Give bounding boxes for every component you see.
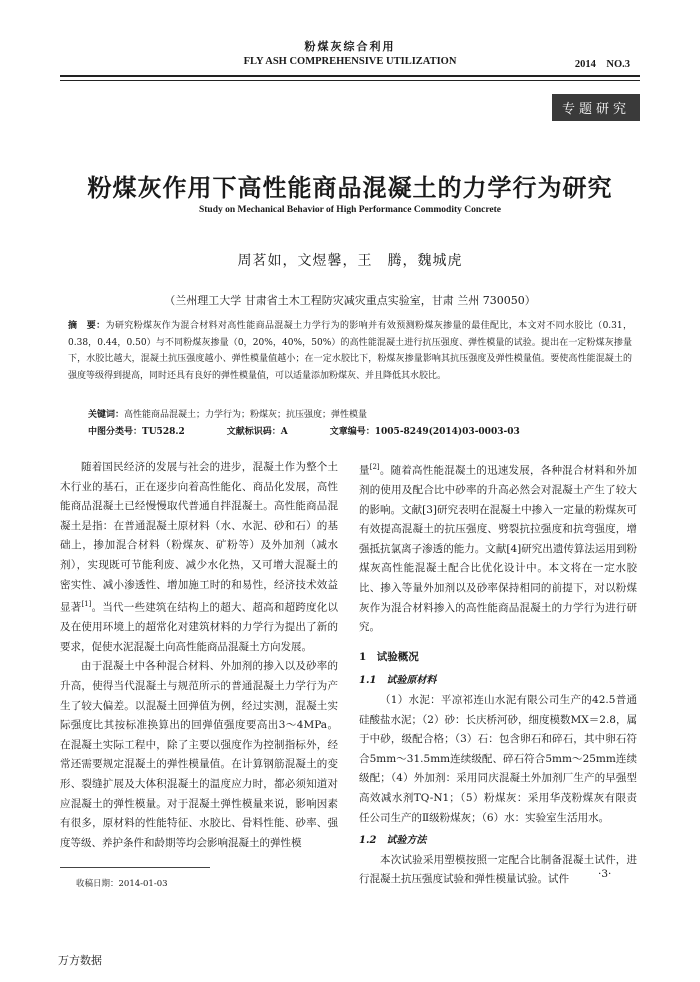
header-rule-thin xyxy=(60,80,640,81)
citation: [1] xyxy=(81,600,92,609)
body-column-right xyxy=(359,458,637,890)
paragraph xyxy=(60,458,338,657)
classification-line xyxy=(88,424,632,437)
paragraph: （1）水泥：平凉祁连山水泥有限公司生产的42.5普通硅酸盐水泥；（2）砂：长庆桥河砂，细度模数MX＝2.8，属于中砂，级配合格；（3）石：包含卵石和碎石，其中卵石符合5mm～31.5mm连续级配、碎石符合5mm～25mm连续级配；（4）外加剂：采用同庆混凝土外加剂厂生产的早强型高效减水剂TQ-N1；（5）粉煤灰：采用华茂粉煤灰有限责任公司生产的Ⅱ级粉煤灰；（6）水：实验室生活用水。 xyxy=(359,694,637,824)
header-rule-thick xyxy=(60,75,640,77)
received-date: 收稿日期：2014-01-03 xyxy=(76,879,168,889)
doc-code-value: A xyxy=(280,427,288,437)
keywords-text: 高性能商品混凝土；力学行为；粉煤灰；抗压强度；弹性模量 xyxy=(124,410,368,420)
journal-title-cn: 粉煤灰综合利用 xyxy=(304,40,396,53)
watermark-text: 万方数据 xyxy=(58,954,102,967)
body-column-left xyxy=(60,458,338,853)
journal-title-en: FLY ASH COMPREHENSIVE UTILIZATION xyxy=(243,56,457,67)
clc-label: 中图分类号： xyxy=(88,427,143,437)
paragraph-text: 。随着高性能混凝土的迅速发展，各种混合材料和外加剂的使用及配合比中砂率的升高必然会对混凝土产生了较大的影响。文献[3]研究表明在混凝土中掺入一定量的粉煤灰可有效提高混凝土的抗压强度、劈裂抗拉强度和抗弯强度，增强抵抗氯离子渗透的能力。文献[4]研究出遗传算法运用到粉煤灰高性能混凝土配合比优化设计中。本文将在一定水胶比、掺入等量外加剂以及砂率保持相同的前提下，对以粉煤灰作为混合材料掺入的高性能商品混凝土的力学行为进行研究。 xyxy=(359,464,638,634)
article-title-en: Study on Mechanical Behavior of High Performance Commodity Concrete xyxy=(198,205,502,215)
abstract xyxy=(68,318,632,384)
article-no-value: 1005-8249(2014)03-0003-03 xyxy=(374,427,520,437)
doc-code-label: 文献标识码： xyxy=(226,427,281,437)
subsection-heading: 1.2 试验方法 xyxy=(359,835,427,847)
clc-value: TU528.2 xyxy=(142,427,185,437)
authors: 周茗如，文煜馨，王 腾，魏城虎 xyxy=(237,253,463,269)
paragraph-text: 。当代一些建筑在结构上的超大、超高和超跨度化以及在使用环境上的超常化对建筑材料的力学行为提出了新的要求，促使水泥混凝土向高性能商品混凝土方向发展。 xyxy=(60,601,339,653)
issue-number: 2014 NO.3 xyxy=(574,59,630,70)
article-no-label: 文章编号： xyxy=(329,427,375,437)
article-title-cn: 粉煤灰作用下高性能商品混凝土的力学行为研究 xyxy=(87,173,613,202)
paragraph: 由于混凝土中各种混合材料、外加剂的掺入以及砂率的升高，使得当代混凝土与规范所示的普通混凝土力学行为产生了较大偏差。以混凝土回弹值为例，经过实测，混凝土实际强度比其按标准换算出的回弹值强度要高出3～4MPa。在混凝土实际工程中，除了主要以强度作为控制指标外，经常还需要规定混凝土的弹性模量值。在计算钢筋混凝土的变形、裂缝扩展及大体积混凝土的温度应力时，都必须知道对应混凝土的弹性模量。对于混凝土弹性模量来说，影响因素有很多，原材料的性能特征、水胶比、骨料性能、砂率、强度等级、养护条件和龄期等均会影响混凝土的弹性模 xyxy=(60,660,338,849)
affiliation: （兰州理工大学 甘肃省土木工程防灾减灾重点实验室，甘肃 兰州 730050） xyxy=(164,294,536,307)
citation: [2] xyxy=(369,463,380,471)
keywords-label: 关键词： xyxy=(88,410,125,420)
abstract-label: 摘 要： xyxy=(68,321,106,331)
paragraph: 本次试验采用塑模按照一定配合比制备混凝土试件，进行混凝土抗压强度试验和弹性模量试验。试件 xyxy=(359,853,637,886)
paragraph: 量[2]。随着高性能混凝土的迅速发展，各种混合材料和外加剂的使用及配合比中砂率的升高必然会对混凝土产生了较大的影响。文献[3]研究表明在混凝土中掺入一定量的粉煤灰可有效提高混凝土的抗压强度、劈裂抗拉强度和抗弯强度，增强抵抗氯离子渗透的能力。文献[4]研究出遗传算法运用到粉煤灰高性能混凝土配合比优化设计中。本文将在一定水胶比、掺入等量外加剂以及砂率保持相同的前提下，对以粉煤灰作为混合材料掺入的高性能商品混凝土的力学行为进行研究。 xyxy=(359,463,638,634)
subsection-heading: 1.1 试验原材料 xyxy=(359,675,437,687)
keywords xyxy=(88,407,632,420)
abstract-text: 为研究粉煤灰作为混合材料对高性能商品混凝土力学行为的影响并有效预测粉煤灰掺量的最佳配比，本文对不同水胶比（0.31，0.38，0.44，0.50）与不同粉煤灰掺量（0，20%，40%，50%）的高性能混凝土进行抗压强度、弹性模量的试验。提出在一定粉煤灰掺量下，水胶比越大，混凝土抗压强度越小、弹性模量值越小；在一定水胶比下，粉煤灰掺量影响其抗压强度及弹性模量值。要使高性能混凝土的强度等级得到提高，同时还具有良好的弹性模量值，可以适量添加粉煤灰、并且降低其水胶比。 xyxy=(68,321,632,381)
footnote-rule xyxy=(60,867,210,868)
paragraph-text: 随着国民经济的发展与社会的进步，混凝土作为整个土木行业的基石，正在逐步向着高性能化、商品化发展，高性能商品混凝土已经慢慢取代普通自拌混凝土。高性能商品混凝土是指：在普通混凝土原材料（水、水泥、砂和石）的基础上，掺加混合材料（粉煤灰、矿粉等）及外加剂（减水剂），实现既可节能利废、减少水化热，又可增大混凝土的密实性、减小渗透性、增加施工时的和易性，经济技术效益显著 xyxy=(60,461,338,614)
column-badge: 专题研究 xyxy=(552,94,640,121)
section-heading: 1 试验概况 xyxy=(359,650,419,663)
page-number: ·3· xyxy=(598,868,612,880)
